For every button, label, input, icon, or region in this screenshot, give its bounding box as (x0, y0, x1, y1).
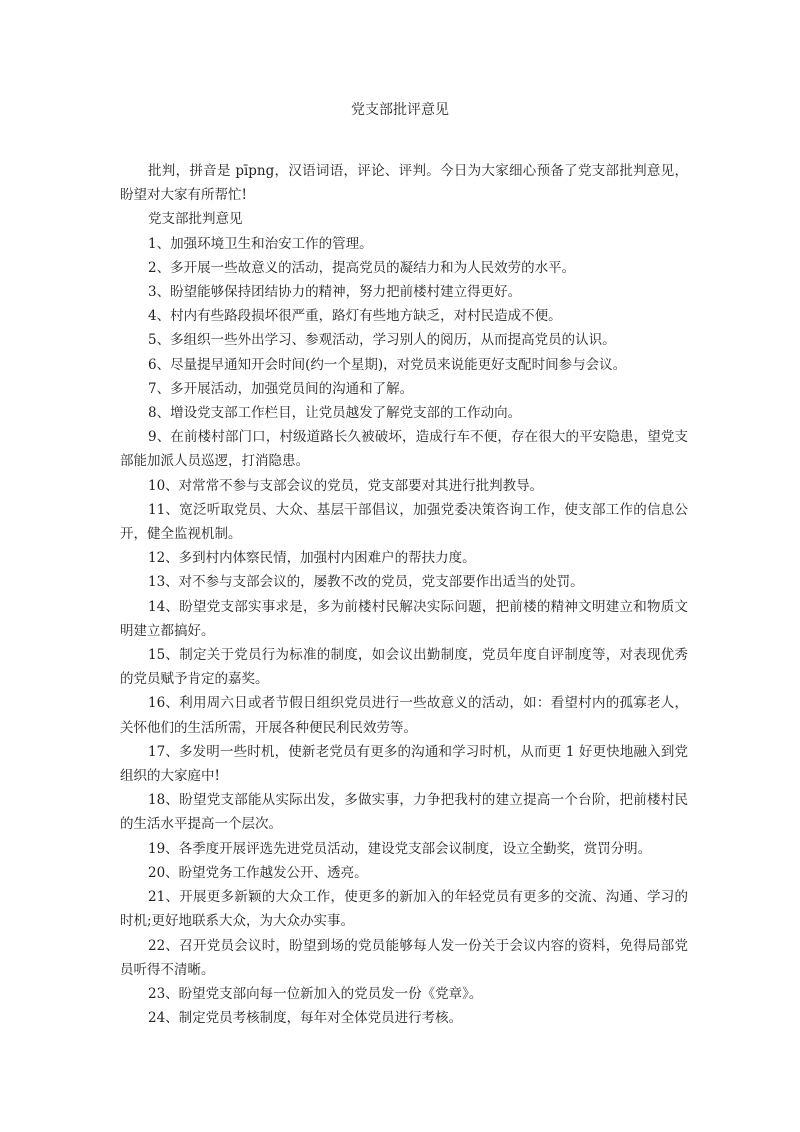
subheading: 党支部批判意见 (148, 211, 243, 228)
list-item: 17、多发明一些时机，使新老党员有更多的沟通和学习时机，从而更 1 好更快地融入到党组织的大家庭中! (120, 743, 688, 785)
list-item: 13、对不参与支部会议的，屡教不改的党员，党支部要作出适当的处罚。 (148, 574, 584, 591)
list-item: 12、多到村内体察民情，加强村内困难户的帮扶力度。 (148, 550, 476, 567)
list-item: 15、制定关于党员行为标准的制度，如会议出勤制度，党员年度自评制度等，对表现优秀的党员赋予肯定的嘉奖。 (120, 647, 688, 688)
list-item: 10、对常常不参与支部会议的党员，党支部要对其进行批判教导。 (148, 477, 544, 494)
list-item: 6、尽量提早通知开会时间(约一个星期)，对党员来说能更好支配时间参与会议。 (148, 356, 627, 373)
list-item: 8、增设党支部工作栏目，让党员越发了解党支部的工作动向。 (148, 405, 522, 422)
list-item: 23、盼望党支部向每一位新加入的党员发一份《党章》。 (148, 985, 483, 1002)
list-item: 20、盼望党务工作越发公开、透亮。 (148, 864, 368, 881)
list-item: 22、召开党员会议时，盼望到场的党员能够每人发一份关于会议内容的资料，免得局部党员听得不清晰。 (120, 937, 688, 978)
list-item: 16、利用周六日或者节假日组织党员进行一些故意义的活动，如：看望村内的孤寡老人，关怀他们的生活所需，开展各种便民利民效劳等。 (120, 695, 688, 736)
document-title: 党支部批评意见 (351, 102, 449, 118)
document-body (120, 159, 688, 1030)
list-item: 2、多开展一些故意义的活动，提高党员的凝结力和为人民效劳的水平。 (148, 259, 576, 276)
list-item: 18、盼望党支部能从实际出发，多做实事，力争把我村的建立提高一个台阶，把前楼村民的生活水平提高一个层次。 (120, 792, 688, 833)
list-item: 5、多组织一些外出学习、参观活动，学习别人的阅历，从而提高党员的认识。 (148, 332, 616, 349)
list-item: 4、村内有些路段损坏很严重，路灯有些地方缺乏，对村民造成不便。 (148, 308, 562, 325)
list-item: 14、盼望党支部实事求是，多为前楼村民解决实际问题，把前楼的精神文明建立和物质文明建立都搞好。 (120, 598, 688, 639)
list-item: 21、开展更多新颖的大众工作，使更多的新加入的年轻党员有更多的交流、沟通、学习的时机;更好地联系大众，为大众办实事。 (120, 889, 688, 930)
list-item: 7、多开展活动，加强党员间的沟通和了解。 (148, 380, 414, 397)
list-item: 24、制定党员考核制度，每年对全体党员进行考核。 (148, 1010, 463, 1027)
list-item: 1、加强环境卫生和治安工作的管理。 (148, 235, 373, 252)
list-item: 3、盼望能够保持团结协力的精神，努力把前楼村建立得更好。 (148, 284, 522, 301)
list-item: 19、各季度开展评选先进党员活动，建设党支部会议制度，设立全勤奖，赏罚分明。 (148, 840, 652, 857)
intro-paragraph: 批判，拼音是 pīpng，汉语词语，评论、评判。今日为大家细心预备了党支部批判意见，盼望对大家有所帮忙! (120, 163, 688, 204)
list-item: 11、宽泛听取党员、大众、基层干部倡议，加强党委决策咨询工作，使支部工作的信息公开，健全监视机制。 (120, 501, 688, 543)
list-item: 9、在前楼村部门口，村级道路长久被破坏，造成行车不便，存在很大的平安隐患，望党支部能加派人员巡逻，打消隐患。 (120, 429, 688, 470)
